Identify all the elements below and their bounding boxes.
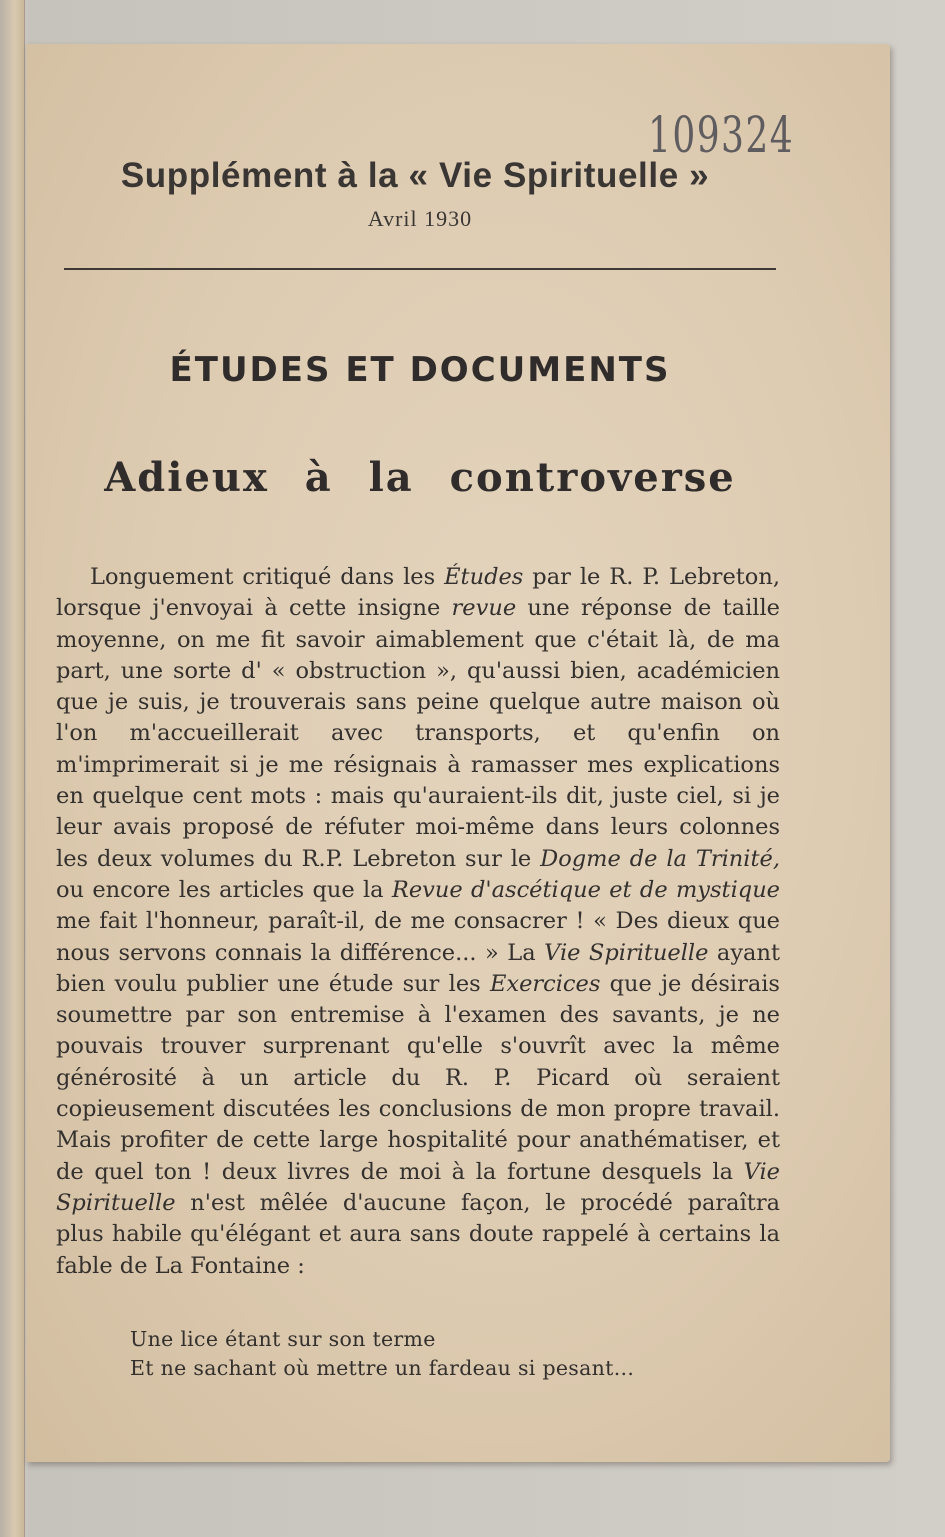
body-italic-segment: Revue d'ascétique et de mystique xyxy=(391,876,780,903)
body-text-segment: que je désirais soumettre par son entremise à l'examen des savants, je ne pouvais trouver surprenant qu'elle s'ouvrît avec la même générosité à un article du R. P. Picard où seraient copieusement discutées les conclusions de mon propre travail. Mais profiter de cette large hospitalité pour anathématiser, et de quel ton ! deux livres de moi à la fortune desquels la xyxy=(56,970,780,1185)
verse-line: Une lice étant sur son terme xyxy=(130,1327,436,1351)
article-title: Adieux à la controverse xyxy=(104,454,736,501)
section-title: ÉTUDES ET DOCUMENTS xyxy=(169,350,671,390)
verse-line: Et ne sachant où mettre un fardeau si pesant... xyxy=(130,1356,635,1380)
body-text-segment: n'est mêlée d'aucune façon, le procédé paraîtra plus habile qu'élégant et aura sans doute rappelé à certains la fable de La Fontaine : xyxy=(56,1189,780,1279)
body-text-segment: ou encore les articles que la xyxy=(56,876,392,903)
body-italic-segment: Études xyxy=(444,564,524,590)
body-italic-segment: revue xyxy=(451,595,517,622)
body-text-segment: Longuement critiqué dans les xyxy=(90,564,445,590)
body-italic-segment: Dogme de la Trinité, xyxy=(540,845,780,872)
issue-date: Avril 1930 xyxy=(367,206,473,231)
body-italic-segment: Vie Spirituelle xyxy=(56,1158,780,1216)
supplement-title: Supplément à la « Vie Spirituelle » xyxy=(120,156,710,195)
header-rule xyxy=(64,268,776,270)
body-text-segment: une réponse de taille moyenne, on me fit savoir aimablement que c'était là, de ma part, une sorte d' « obstruction », qu'aussi bien, académicien que je suis, je trouverais sans peine quelque autre maison où l'on m'accueillerait avec transports, et qu'enfin on m'imprimerait si je me résignais à ramasser mes explications en quelque cent mots : mais qu'auraient-ils dit, juste ciel, si je leur avais proposé de réfuter moi-même dans leurs colonnes les deux volumes du R.P. Lebreton sur le xyxy=(56,595,780,872)
page-header xyxy=(60,156,780,232)
body-text-segment: ayant bien voulu publier une étude sur les xyxy=(56,939,780,997)
body-text-segment: par le R. P. Lebreton, lorsque j'envoyai à cette insigne xyxy=(56,564,780,622)
library-stamp-number: 109324 xyxy=(648,106,795,164)
body-italic-segment: Exercices xyxy=(489,970,601,997)
article-body xyxy=(56,562,780,1282)
verse-quotation xyxy=(130,1325,634,1383)
book-spine xyxy=(0,0,25,1537)
body-text-segment: me fait l'honneur, paraît-il, de me consacrer ! « Des dieux que nous servons connais la différence... » La xyxy=(56,908,780,966)
body-italic-segment: Vie Spirituelle xyxy=(544,939,709,966)
